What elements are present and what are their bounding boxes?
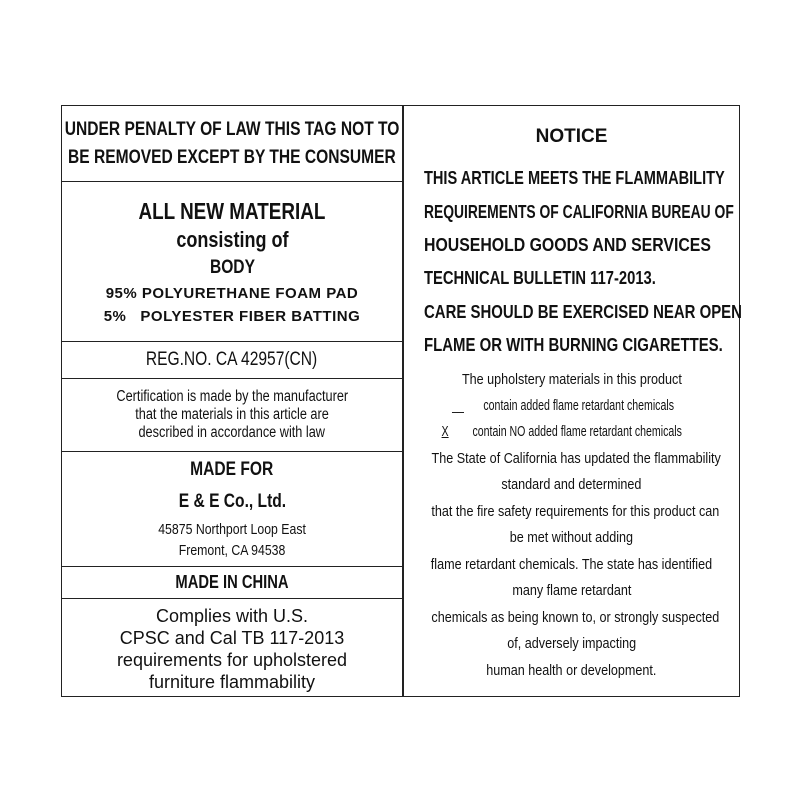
reg-number-section [62,341,402,378]
address-line-1: 45875 Northport Loop East [158,521,306,538]
warning-section [62,106,402,181]
option-x-mark: X [441,423,449,440]
option-contains-flame-retardant [404,397,739,414]
compliance-line-3: requirements for upholstered [116,649,348,670]
compliance-line-2: CPSC and Cal TB 117-2013 [119,627,345,648]
notice-bold-line-3: HOUSEHOLD GOODS AND SERVICES [424,235,711,255]
certification-line-3: described in accordance with law [138,424,326,441]
reg-number: REG.NO. CA 42957(CN) [146,349,318,370]
origin-section [62,566,402,598]
notice-bold-line-4: TECHNICAL BULLETIN 117-2013. [424,268,656,288]
option-blank-text: contain added flame retardant chemicals [483,397,674,414]
statement-line-4 [404,529,739,546]
country-of-origin: MADE IN CHINA [175,572,289,592]
certification-section [62,378,402,451]
notice-bold-line-1: THIS ARTICLE MEETS THE FLAMMABILITY [424,168,725,188]
option-no-flame-retardant [404,423,739,440]
compliance-section [62,598,402,698]
statement-line-9 [404,662,739,679]
compliance-line-1: Complies with U.S. [155,605,309,626]
statement-line-1-text: The State of California has updated the flammability [431,450,721,467]
statement-line-3-text: that the fire safety requirements for this product can [431,503,720,520]
notice-bold-line-5: CARE SHOULD BE EXERCISED NEAR OPEN [424,302,742,322]
content-line-2: 5% POLYESTER FIBER BATTING [103,308,361,325]
material-section [62,181,402,341]
statement-line-2-text: standard and determined [501,476,642,493]
law-tag [61,105,740,697]
upholstery-intro-text: The upholstery materials in this product [461,371,682,388]
made-for-label: MADE FOR [190,459,274,480]
statement-line-3 [404,503,739,520]
warning-line-1: UNDER PENALTY OF LAW THIS TAG NOT TO [64,118,400,140]
statement-line-8-text: of, adversely impacting [507,635,636,652]
statement-line-6-text: many flame retardant [511,582,632,599]
option-blank-mark: __ [452,397,464,414]
statement-line-5 [404,556,739,573]
statement-line-2 [404,476,739,493]
statement-line-7-text: chemicals as being known to, or strongly suspected [431,609,720,626]
warning-line-2: BE REMOVED EXCEPT BY THE CONSUMER [68,146,396,168]
statement-line-9-text: human health or development. [486,662,657,679]
tag-left-column [62,106,404,696]
statement-line-1 [404,450,739,467]
statement-line-7 [404,609,739,626]
statement-line-6 [404,582,739,599]
notice-title: NOTICE [535,126,608,147]
compliance-line-4: furniture flammability [148,671,316,692]
notice-column [404,106,742,696]
upholstery-intro [404,371,739,388]
company-name: E & E Co., Ltd. [178,491,286,512]
content-line-1: 95% POLYURETHANE FOAM PAD [105,285,359,302]
consisting-label: consisting of [175,227,289,252]
statement-line-5-text: flame retardant chemicals. The state has identified [430,556,713,573]
body-label: BODY [209,257,255,278]
certification-line-2: that the materials in this article are [135,406,329,423]
address-line-2: Fremont, CA 94538 [178,542,286,559]
notice-bold-line-2: REQUIREMENTS OF CALIFORNIA BUREAU OF [424,202,734,222]
option-x-text: contain NO added flame retardant chemicals [469,423,682,440]
statement-line-8 [404,635,739,652]
material-heading: ALL NEW MATERIAL [138,198,326,224]
made-for-section [62,451,402,566]
notice-bold-line-6: FLAME OR WITH BURNING CIGARETTES. [424,335,723,355]
certification-line-1: Certification is made by the manufacturer [116,388,348,405]
statement-line-4-text: be met without adding [509,529,634,546]
